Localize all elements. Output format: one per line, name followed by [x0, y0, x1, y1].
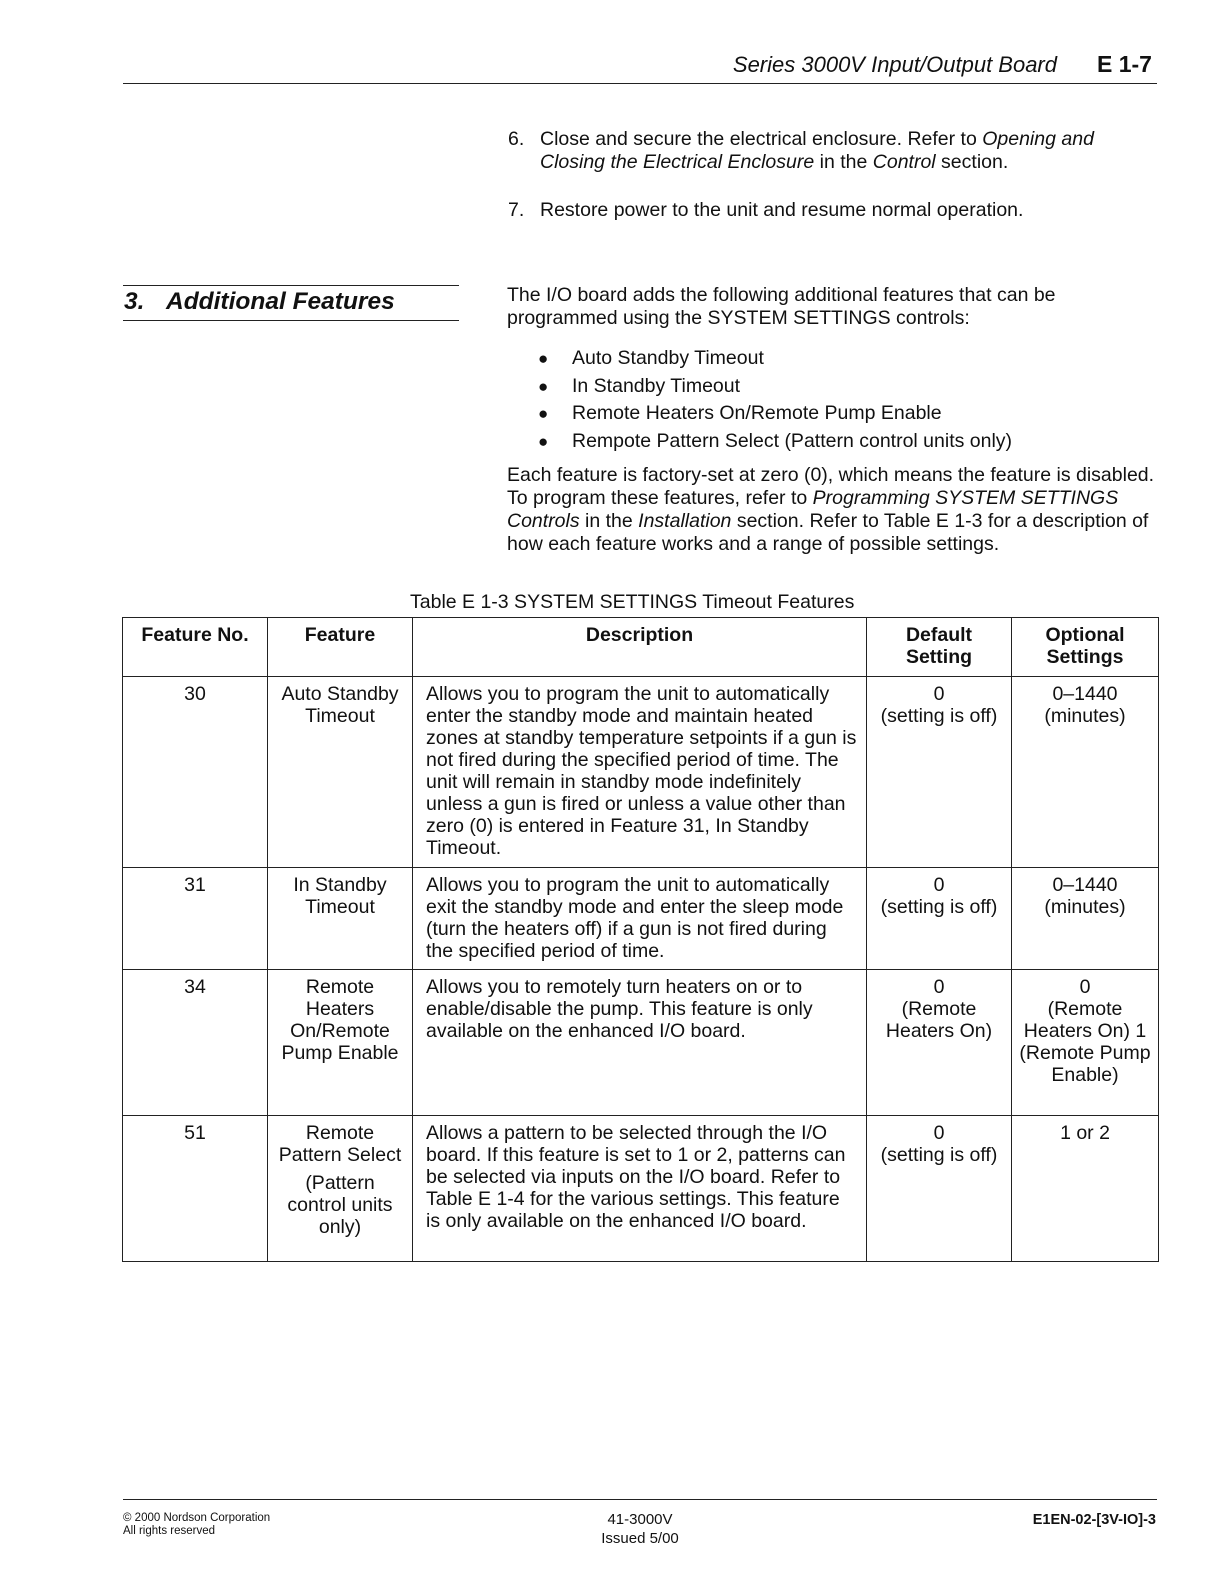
- step-6: [508, 128, 1148, 174]
- feature-name: Auto Standby Timeout: [268, 677, 413, 868]
- default-setting: 0 (setting is off): [867, 868, 1012, 970]
- header-title: Series 3000V Input/Output Board: [732, 52, 1057, 77]
- step-text: Restore power to the unit and resume normal operation.: [540, 199, 1024, 221]
- table-caption: Table E 1-3 SYSTEM SETTINGS Timeout Features: [410, 591, 855, 613]
- table-row: [123, 970, 1159, 1116]
- feature-list: [538, 345, 1158, 455]
- page-number: E 1-7: [1097, 51, 1152, 77]
- optional-settings: 0 (Remote Heaters On) 1 (Remote Pump Enable): [1012, 970, 1159, 1116]
- optional-settings: 0–1440 (minutes): [1012, 677, 1159, 868]
- feature-name: In Standby Timeout: [268, 868, 413, 970]
- feature-description: Allows you to remotely turn heaters on or to enable/disable the pump. This feature is only available on the enhanced I/O board.: [413, 970, 867, 1116]
- bullet-icon: ●: [538, 376, 549, 396]
- column-header: Default Setting: [867, 618, 1012, 677]
- column-header: Feature No.: [123, 618, 268, 677]
- feature-number: 31: [123, 868, 268, 970]
- list-item: ● Auto Standby Timeout: [538, 345, 1158, 373]
- column-header: Optional Settings: [1012, 618, 1159, 677]
- feature-number: 34: [123, 970, 268, 1116]
- default-setting: 0 (Remote Heaters On): [867, 970, 1012, 1116]
- bullet-icon: ●: [538, 349, 549, 368]
- step-text: Close and secure the electrical enclosure. Refer to Opening and Closing the Electrical Enclosure in the Control section.: [540, 128, 1094, 173]
- column-header: Description: [413, 618, 867, 677]
- feature-description: Allows you to program the unit to automatically exit the standby mode and enter the sleep mode (turn the heaters off) if a gun is not fired during the specified period of time.: [413, 868, 867, 970]
- table-row: [123, 868, 1159, 970]
- feature-description: Allows a pattern to be selected through the I/O board. If this feature is set to 1 or 2, patterns can be selected via inputs on the I/O board. Refer to Table E 1-4 for the various settings. This feature is only available on the enhanced I/O board.: [413, 1116, 867, 1262]
- table-row: [123, 677, 1159, 868]
- intro-paragraph: The I/O board adds the following additional features that can be programmed using the SYSTEM SETTINGS controls:: [507, 284, 1056, 329]
- default-setting: 0 (setting is off): [867, 1116, 1012, 1262]
- list-item: ● Rempote Pattern Select (Pattern control units only): [538, 428, 1158, 456]
- feature-name: Remote Pattern Select (Pattern control units only): [268, 1116, 413, 1262]
- feature-number: 30: [123, 677, 268, 868]
- footer-code: E1EN-02-[3V-IO]-3: [1032, 1512, 1156, 1528]
- feature-name: Remote Heaters On/Remote Pump Enable: [268, 970, 413, 1116]
- step-number: 6.: [508, 128, 525, 150]
- bullet-icon: ●: [538, 404, 549, 423]
- timeout-features-table: [122, 617, 1159, 1262]
- optional-settings: 1 or 2: [1012, 1116, 1159, 1262]
- bullet-icon: ●: [538, 431, 549, 451]
- section-bottom-rule: [123, 320, 459, 321]
- feature-number: 51: [123, 1116, 268, 1262]
- footer-rule: [123, 1499, 1157, 1500]
- list-item: ● In Standby Timeout: [538, 373, 1158, 401]
- optional-settings: 0–1440 (minutes): [1012, 868, 1159, 970]
- step-number: 7.: [508, 199, 525, 221]
- default-setting: 0 (setting is off): [867, 677, 1012, 868]
- step-7: [508, 199, 1148, 222]
- table-row: [123, 1116, 1159, 1262]
- feature-description: Allows you to program the unit to automatically enter the standby mode and maintain heated zones at standby temperature setpoints if a gun is not fired during the specified period of time. The unit will remain in standby mode indefinitely unless a gun is fired or unless a value other than zero (0) is entered in Feature 31, In Standby Timeout.: [413, 677, 867, 868]
- list-item: ● Remote Heaters On/Remote Pump Enable: [538, 400, 1158, 428]
- footer-document-number: 41-3000V Issued 5/00: [601, 1511, 679, 1547]
- column-header: Feature: [268, 618, 413, 677]
- table-header-row: [123, 618, 1159, 677]
- section-heading: [124, 288, 395, 316]
- footer-copyright: © 2000 Nordson Corporation All rights reserved: [123, 1512, 271, 1537]
- header-rule: [123, 83, 1157, 84]
- feature-note: (Pattern control units only): [287, 1172, 393, 1238]
- section-number: 3.: [124, 288, 145, 315]
- section-title: Additional Features: [166, 288, 395, 315]
- feature-settings-paragraph: Each feature is factory-set at zero (0), which means the feature is disabled. To program these features, refer to Programming SYSTEM SETTINGS Controls in the Installation section. Refer to Table E 1-3 for a description of how each feature works and a range of possible settings.: [507, 464, 1155, 555]
- section-top-rule: [123, 285, 459, 286]
